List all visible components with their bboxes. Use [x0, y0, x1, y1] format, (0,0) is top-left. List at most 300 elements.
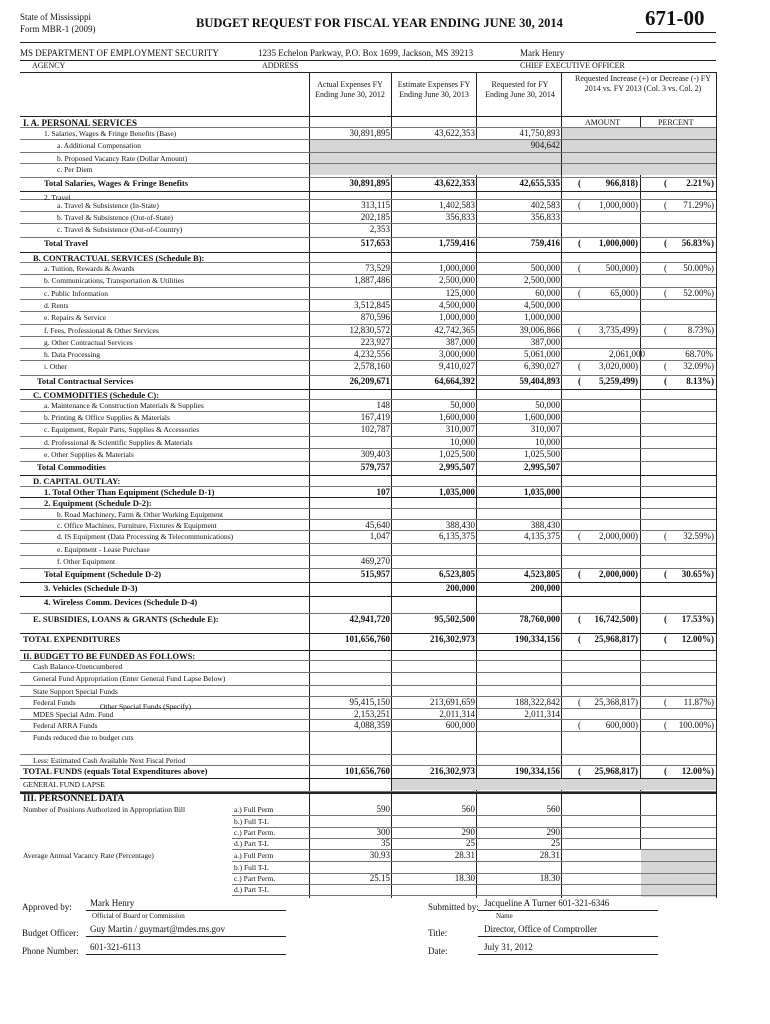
cell-percent: 8.13% [686, 376, 711, 386]
paren-close: ) [711, 614, 714, 624]
cell-c1: 101,656,760 [345, 766, 390, 776]
cell-percent: 17.53% [681, 614, 711, 624]
personnel-row [0, 804, 770, 815]
approved-sub: Official of Board or Commission [92, 912, 185, 920]
cell-c3: 39,006,866 [519, 325, 560, 335]
personnel-sub-label: a.) Full Perm [234, 805, 274, 814]
cell-c2: 4,500,000 [439, 300, 475, 310]
cell-c3: 310,007 [530, 424, 560, 434]
row-label: g. Other Contractual Services [44, 338, 133, 347]
cell-amount: 16,742,500 [594, 614, 635, 624]
personnel-cell-c3: 18.30 [539, 873, 560, 883]
personnel-cell-c3: 560 [546, 804, 560, 814]
cell-c2: 2,995,507 [439, 462, 475, 472]
paren-close: ) [711, 178, 714, 188]
cell-percent: 100.00% [678, 720, 711, 730]
personnel-cell-c3: 28.31 [539, 850, 560, 860]
cell-c1: 30,891,895 [349, 178, 390, 188]
cell-c3: 4,523,805 [524, 569, 560, 579]
table-row [0, 509, 770, 520]
cell-amount: 2,000,000 [599, 531, 635, 541]
row-label: Total Commodities [37, 462, 106, 472]
paren-close: ) [635, 376, 638, 386]
paren-close: ) [711, 634, 714, 644]
row-label: 1. Total Other Than Equipment (Schedule D-1) [44, 487, 215, 497]
cell-c1: 1,047 [369, 531, 390, 541]
table-row [0, 361, 770, 372]
cell-amount: 3,020,000 [599, 361, 635, 371]
agency-label: AGENCY [32, 61, 66, 70]
paren-close: ) [711, 238, 714, 248]
cell-c2: 213,691,659 [430, 697, 475, 707]
paren-close: ) [711, 531, 714, 541]
cell-c2: 43,622,353 [434, 178, 475, 188]
col-actual-2012: Actual Expenses FY Ending June 30, 2012 [315, 80, 385, 99]
cell-c1: 313,115 [361, 200, 390, 210]
cell-c1: 870,596 [360, 312, 390, 322]
submitted-name: Jacqueline A Turner 601-321-6346 [484, 898, 610, 908]
paren-close: ) [635, 697, 638, 707]
cell-c1: 102,787 [360, 424, 390, 434]
personnel-cell-c3: 25 [551, 838, 560, 848]
personnel-row [0, 850, 770, 861]
vacancy-label: Average Annual Vacancy Rate (Percentage) [23, 851, 154, 860]
paren-open: ( [578, 766, 581, 776]
paren-close: ) [711, 325, 714, 335]
row-label: B. CONTRACTUAL SERVICES (Schedule B): [33, 253, 205, 263]
paren-open: ( [664, 697, 667, 707]
personnel-row [0, 816, 770, 827]
cell-percent: 68.70% [685, 349, 713, 359]
personnel-cell-c2: 560 [461, 804, 475, 814]
paren-close: ) [635, 569, 638, 579]
paren-open: ( [664, 178, 667, 188]
cell-c2: 1,000,000 [439, 263, 475, 273]
cell-c3: 5,061,000 [524, 349, 560, 359]
paren-open: ( [578, 569, 581, 579]
cell-c3: 402,583 [530, 200, 560, 210]
cell-percent: 11.87% [683, 697, 711, 707]
paren-open: ( [578, 263, 581, 273]
table-row [0, 520, 770, 531]
table-row [0, 614, 770, 625]
cell-c1: 515,957 [360, 569, 390, 579]
cell-c3: 6,390,027 [524, 361, 560, 371]
cell-c3: 200,000 [530, 583, 560, 593]
cell-c2: 1,000,000 [439, 312, 475, 322]
paren-open: ( [578, 531, 581, 541]
table-row [0, 200, 770, 211]
table-row [0, 597, 770, 608]
cell-percent: 71.29% [683, 200, 711, 210]
table-row [0, 140, 770, 151]
paren-open: ( [664, 569, 667, 579]
cell-c1: 101,656,760 [345, 634, 390, 644]
cell-c2: 387,000 [445, 337, 475, 347]
cell-c2: 216,302,973 [430, 634, 475, 644]
paren-close: ) [635, 178, 638, 188]
form-number: Form MBR-1 (2009) [20, 24, 96, 34]
row-label: i. Other [44, 362, 67, 371]
cell-c1: 2,153,251 [354, 709, 390, 719]
paren-open: ( [664, 361, 667, 371]
paren-open: ( [664, 720, 667, 730]
date-value: July 31, 2012 [484, 942, 533, 952]
paren-close: ) [711, 376, 714, 386]
paren-close: ) [635, 634, 638, 644]
title-label: Title: [428, 928, 448, 938]
cell-c1: 12,830,572 [349, 325, 390, 335]
table-row [0, 224, 770, 235]
table-row [0, 263, 770, 274]
row-label: 2. Travel [44, 193, 71, 202]
cell-c2: 356,833 [445, 212, 475, 222]
table-row [0, 400, 770, 411]
row-label: d. IS Equipment (Data Processing & Telecommunications) [57, 532, 234, 541]
row-label: f. Other Equipment [57, 557, 116, 566]
paren-open: ( [664, 325, 667, 335]
row-label: GENERAL FUND LAPSE [23, 780, 105, 789]
paren-open: ( [664, 376, 667, 386]
cell-c1: 579,757 [360, 462, 390, 472]
cell-c3: 1,600,000 [524, 412, 560, 422]
cell-c3: 2,500,000 [524, 275, 560, 285]
paren-open: ( [578, 178, 581, 188]
cell-amount: 1,000,000 [599, 200, 635, 210]
row-label: b. Proposed Vacancy Rate (Dollar Amount) [57, 154, 188, 163]
row-label: Federal Funds [33, 698, 76, 707]
cell-c3: 356,833 [530, 212, 560, 222]
personnel-cell-c2: 18.30 [454, 873, 475, 883]
table-row [0, 376, 770, 387]
col-change: Requested Increase (+) or Decrease (-) FY 2014 vs. FY 2013 (Col. 3 vs. Col. 2) [575, 74, 711, 93]
cell-c2: 64,664,392 [434, 376, 475, 386]
col-amount: AMOUNT [585, 118, 621, 127]
table-row [0, 128, 770, 139]
paren-open: ( [578, 720, 581, 730]
table-row [0, 686, 770, 697]
cell-amount: 3,735,499 [599, 325, 635, 335]
paren-close: ) [711, 200, 714, 210]
row-label: Cash Balance-Unencumbered [33, 662, 123, 671]
table-row [0, 449, 770, 460]
personnel-cell-c2: 28.31 [454, 850, 475, 860]
row-label: d. Professional & Scientific Supplies & Materials [44, 438, 193, 447]
row-divider [232, 895, 716, 896]
paren-close: ) [635, 325, 638, 335]
ceo-label: CHIEF EXECUTIVE OFFICER [520, 61, 625, 70]
cell-c2: 2,011,314 [439, 709, 475, 719]
row-label: 2. Equipment (Schedule D-2): [44, 498, 152, 508]
cell-c2: 1,759,416 [439, 238, 475, 248]
cell-c3: 78,760,000 [519, 614, 560, 624]
personnel-cell-c1: 25.15 [369, 873, 390, 883]
row-label: 4. Wireless Comm. Devices (Schedule D-4) [44, 597, 198, 607]
row-label: Total Travel [44, 238, 88, 248]
cell-percent: 56.83% [681, 238, 711, 248]
ceo-name: Mark Henry [520, 48, 565, 58]
cell-c1: 4,088,359 [354, 720, 390, 730]
row-label: a. Travel & Subsistence (In-State) [57, 201, 159, 210]
cell-c1: 309,403 [360, 449, 390, 459]
cell-c2: 1,025,500 [439, 449, 475, 459]
table-row [0, 153, 770, 164]
cell-amount: 25,968,817 [594, 634, 635, 644]
personnel-cell-c2: 25 [466, 838, 475, 848]
cell-percent: 30.65% [681, 569, 711, 579]
row-label: b. Communications, Transportation & Utilities [44, 276, 185, 285]
row-label: d. Rents [44, 301, 69, 310]
cell-c2: 50,000 [450, 400, 475, 410]
paren-close: ) [635, 263, 638, 273]
cell-c2: 125,000 [445, 288, 475, 298]
cell-c3: 10,000 [535, 437, 560, 447]
cell-c2: 95,502,500 [434, 614, 475, 624]
cell-c1: 30,891,895 [349, 128, 390, 138]
row-label: c. Per Diem [57, 165, 93, 174]
state-name: State of Mississippi [20, 12, 92, 22]
row-label: c. Office Machines, Furniture, Fixtures & Equipment [57, 521, 217, 530]
table-row [0, 300, 770, 311]
table-row [0, 487, 770, 498]
personnel-row [0, 827, 770, 838]
row-label: b. Road Machinery, Farm & Other Working Equipment [57, 510, 224, 519]
phone-label: Phone Number: [22, 946, 79, 956]
table-row [0, 164, 770, 175]
table-row [0, 412, 770, 423]
cell-c2: 310,007 [445, 424, 475, 434]
agency-address: 1235 Echelon Parkway, P.O. Box 1699, Jackson, MS 39213 [258, 48, 474, 58]
paren-close: ) [711, 569, 714, 579]
cell-c3: 1,035,000 [524, 487, 560, 497]
cell-c3: 4,500,000 [524, 300, 560, 310]
paren-open: ( [578, 697, 581, 707]
row-label: a. Additional Compensation [57, 141, 141, 150]
cell-c2: 6,135,375 [439, 531, 475, 541]
cell-amount: 5,259,499 [599, 376, 635, 386]
cell-c1: 4,232,556 [354, 349, 390, 359]
cell-c1: 223,927 [360, 337, 390, 347]
cell-c3: 41,750,893 [519, 128, 560, 138]
row-label: State Support Special Funds [33, 687, 118, 696]
cell-c3: 4,135,375 [524, 531, 560, 541]
cell-amount: 65,000 [610, 288, 635, 298]
paren-open: ( [664, 766, 667, 776]
table-row [0, 531, 770, 542]
table-row [0, 275, 770, 286]
cell-c2: 3,000,000 [439, 349, 475, 359]
cell-amount: 966,818 [605, 178, 635, 188]
paren-close: ) [635, 200, 638, 210]
row-label: Total Equipment (Schedule D-2) [44, 569, 162, 579]
personnel-sub-label: d.) Part T-L [234, 885, 269, 894]
submitted-sub: Name [496, 912, 513, 920]
cell-c2: 2,500,000 [439, 275, 475, 285]
cell-c2: 1,600,000 [439, 412, 475, 422]
paren-open: ( [664, 263, 667, 273]
cell-c3: 60,000 [535, 288, 560, 298]
table-row [0, 661, 770, 672]
cell-amount: 25,968,817 [594, 766, 635, 776]
paren-open: ( [578, 376, 581, 386]
row-label: TOTAL EXPENDITURES [23, 634, 121, 644]
row-label: II. BUDGET TO BE FUNDED AS FOLLOWS: [23, 651, 196, 661]
cell-c2: 388,430 [445, 520, 475, 530]
paren-close: ) [711, 361, 714, 371]
paren-open: ( [578, 325, 581, 335]
table-row [0, 583, 770, 594]
row-label: D. CAPITAL OUTLAY: [33, 476, 121, 486]
cell-c3: 42,655,535 [519, 178, 560, 188]
cell-c1: 167,419 [360, 412, 390, 422]
cell-c1: 202,185 [360, 212, 390, 222]
paren-open: ( [578, 200, 581, 210]
cell-amount: 600,000 [605, 720, 635, 730]
table-row [0, 755, 770, 766]
row-label: Funds reduced due to budget cuts [33, 733, 134, 742]
personnel-cell-c1: 590 [376, 804, 390, 814]
officer-label: Budget Officer: [22, 928, 79, 938]
table-row [0, 556, 770, 567]
table-row [0, 238, 770, 249]
row-label: 3. Vehicles (Schedule D-3) [44, 583, 138, 593]
personnel-sub-label: b.) Full T-L [234, 817, 269, 826]
row-label: e. Equipment - Lease Purchase [57, 545, 150, 554]
table-row [0, 288, 770, 299]
phone-value: 601-321-6113 [90, 942, 141, 952]
cell-amount: 500,000 [605, 263, 635, 273]
personnel-title: III. PERSONNEL DATA [23, 794, 125, 804]
cell-c3: 190,334,156 [515, 634, 560, 644]
table-row [0, 437, 770, 448]
table-row [0, 312, 770, 323]
cell-c1: 469,270 [360, 556, 390, 566]
address-label: ADDRESS [262, 61, 299, 70]
personnel-sub-label: c.) Part Perm. [234, 874, 276, 883]
row-label: c. Public Information [44, 289, 108, 298]
cell-percent: 8.73% [687, 325, 711, 335]
submitted-label: Submitted by: [428, 902, 479, 912]
cell-c1: 3,512,845 [354, 300, 390, 310]
row-label: h. Data Processing [44, 350, 101, 359]
row-label: e. Repairs & Service [44, 313, 107, 322]
paren-close: ) [635, 614, 638, 624]
paren-open: ( [664, 200, 667, 210]
date-label: Date: [428, 946, 448, 956]
row-label: b. Printing & Office Supplies & Materials [44, 413, 170, 422]
cell-c2: 42,742,365 [434, 325, 475, 335]
paren-open: ( [664, 288, 667, 298]
table-row [0, 732, 770, 743]
row-label: TOTAL FUNDS (equals Total Expenditures above) [23, 766, 208, 776]
page-title: BUDGET REQUEST FOR FISCAL YEAR ENDING JUNE 30, 2014 [196, 16, 563, 30]
table-row [0, 766, 770, 777]
row-label: Total Salaries, Wages & Fringe Benefits [44, 178, 189, 188]
cell-c3: 59,404,893 [519, 376, 560, 386]
cell-c3: 387,000 [530, 337, 560, 347]
table-row [0, 325, 770, 336]
cell-amount: 1,000,000 [599, 238, 635, 248]
cell-c2: 1,035,000 [439, 487, 475, 497]
positions-label: Number of Positions Authorized in Appropriation Bill [23, 805, 186, 814]
agency-name: MS DEPARTMENT OF EMPLOYMENT SECURITY [20, 48, 219, 58]
row-label: e. Other Supplies & Materials [44, 450, 134, 459]
paren-open: ( [664, 614, 667, 624]
cell-c2: 200,000 [445, 583, 475, 593]
paren-close: ) [635, 531, 638, 541]
cell-c2: 43,622,353 [434, 128, 475, 138]
cell-c2: 10,000 [450, 437, 475, 447]
cell-c1: 2,578,160 [354, 361, 390, 371]
cell-c1: 107 [376, 487, 390, 497]
paren-close: ) [711, 720, 714, 730]
personnel-cell-c1: 35 [381, 838, 390, 848]
personnel-row [0, 873, 770, 884]
row-label: b. Travel & Subsistence (Out-of-State) [57, 213, 174, 222]
personnel-cell-c3: 290 [546, 827, 560, 837]
table-row [0, 337, 770, 348]
paren-open: ( [664, 238, 667, 248]
personnel-row [0, 838, 770, 849]
row-label: c. Equipment, Repair Parts, Supplies & Accessories [44, 425, 200, 434]
table-row [0, 349, 770, 360]
cell-c3: 388,430 [530, 520, 560, 530]
row-label: I. A. PERSONAL SERVICES [23, 118, 137, 128]
title-value: Director, Office of Comptroller [484, 924, 597, 934]
table-row [0, 462, 770, 473]
cell-c1: 42,941,720 [349, 614, 390, 624]
table-row [0, 569, 770, 580]
personnel-sub-label: c.) Part Perm. [234, 828, 276, 837]
cell-c1: 26,209,671 [349, 376, 390, 386]
cell-c3: 50,000 [535, 400, 560, 410]
cell-c3: 1,000,000 [524, 312, 560, 322]
paren-close: ) [711, 766, 714, 776]
row-label: a. Tuition, Rewards & Awards [44, 264, 135, 273]
personnel-cell-c2: 290 [461, 827, 475, 837]
paren-open: ( [578, 361, 581, 371]
cell-c1: 95,415,150 [349, 697, 390, 707]
table-row [0, 498, 770, 509]
col-percent: PERCENT [658, 118, 694, 127]
cell-c3: 500,000 [530, 263, 560, 273]
cell-c3: 188,322,842 [515, 697, 560, 707]
table-row [0, 779, 770, 790]
cell-c2: 9,410,027 [439, 361, 475, 371]
personnel-cell-c1: 30.93 [369, 850, 390, 860]
cell-percent: 12.00% [681, 766, 711, 776]
approved-name: Mark Henry [90, 898, 135, 908]
paren-open: ( [578, 634, 581, 644]
paren-open: ( [578, 614, 581, 624]
paren-close: ) [635, 766, 638, 776]
table-row [0, 634, 770, 645]
cell-c2: 1,402,583 [439, 200, 475, 210]
cell-c3: 759,416 [530, 238, 560, 248]
row-label: f. Fees, Professional & Other Services [44, 326, 159, 335]
table-row [0, 476, 770, 487]
personnel-sub-label: b.) Full T-L [234, 863, 269, 872]
officer-name: Guy Martin / guymart@mdes.ms.gov [90, 924, 226, 934]
row-label: 1. Salaries, Wages & Fringe Benefits (Base) [44, 129, 177, 138]
cell-c1: 517,653 [360, 238, 390, 248]
cell-percent: 32.59% [683, 531, 711, 541]
table-row [0, 178, 770, 189]
cell-c2: 600,000 [445, 720, 475, 730]
cell-percent: 12.00% [681, 634, 711, 644]
cell-percent: 50.00% [683, 263, 711, 273]
cell-c3: 1,025,500 [524, 449, 560, 459]
